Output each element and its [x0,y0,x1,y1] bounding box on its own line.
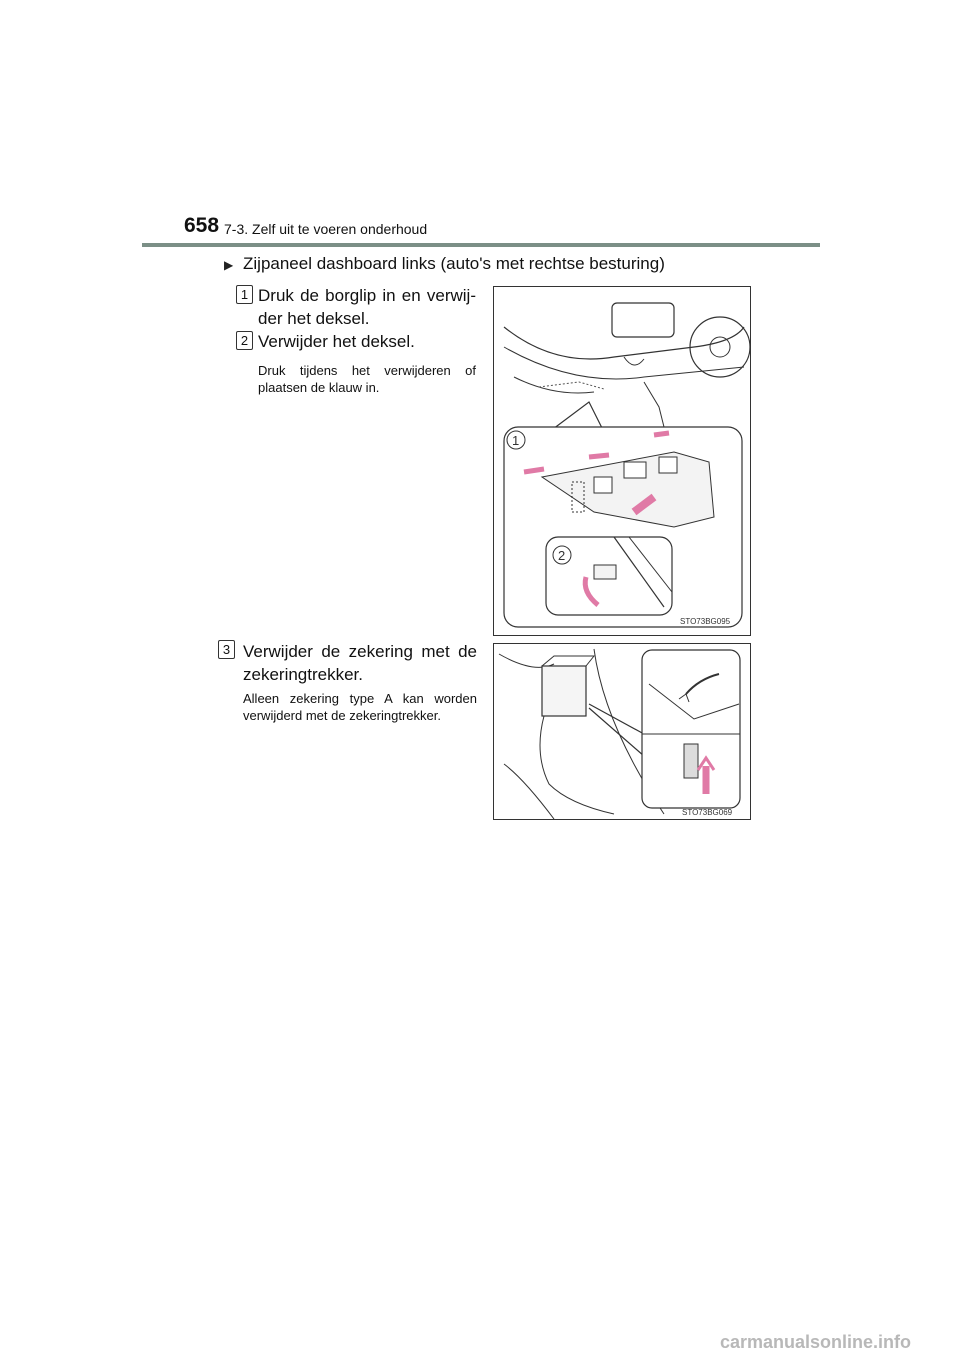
figure-fuse-puller [493,643,751,820]
figure-dashboard-side-panel [493,286,751,636]
step-1-badge: 1 [236,285,253,304]
section-title: 7-3. Zelf uit te voeren onderhoud [224,221,428,237]
step-3-text: Verwijder de zekering met de zekeringtrekker. [243,642,477,684]
watermark: carmanualsonline.info [720,1332,912,1352]
step-2-text: Verwijder het deksel. [258,332,415,351]
dashboard-illustration [494,287,750,635]
fuse-illustration [494,644,750,819]
step-1-text: Druk de borglip in en verwij-der het deksel. [258,286,476,328]
figure-1-code: STO73BG095 [680,617,731,626]
step-3-badge: 3 [218,640,235,659]
header-rule [142,243,820,247]
step-3-note: Alleen zekering type A kan worden verwijderd met de zekeringtrekker. [243,691,477,723]
figure-2-code: STO73BG069 [682,808,733,817]
callout-1-label: 1 [512,433,520,448]
step-2-badge: 2 [236,331,253,350]
callout-2-label: 2 [558,548,566,563]
page-number: 658 [184,214,220,237]
section-heading: Zijpaneel dashboard links (auto's met rechtse besturing) [243,254,665,273]
bullet-arrow-icon: ▶ [224,258,234,272]
step-2-note: Druk tijdens het verwijderen of plaatsen de klauw in. [258,363,476,395]
